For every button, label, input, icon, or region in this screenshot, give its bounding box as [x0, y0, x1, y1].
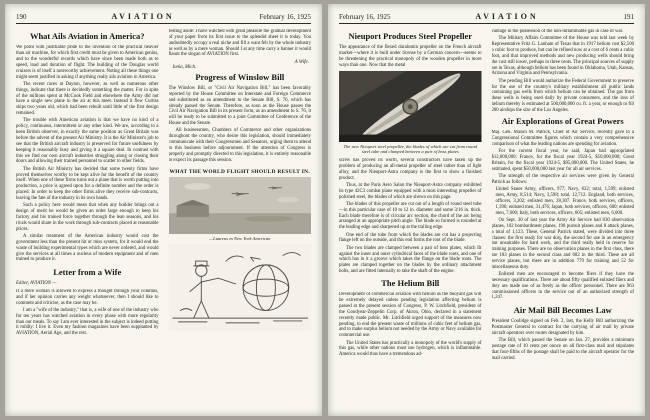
body-paragraph: On Sept. 30 of last year the Army Air Service had 830 observation planes, 102 bombardment planes, 198 pursuit planes and 8 attack planes, a total of 1,123. These, General Patrick stated, were divided into three classes: the first ready for war duty, the second for use in an emergency but unsuitable for hard work, and the third really held in reserve for training purposes. There are no observation planes in the first class, there are 183 planes in the second class and 682 in the third. These are all service planes, but there are in addition 779 for training and 52 for miscellaneous duty.	[491, 217, 634, 270]
body-paragraph: The blades of this propeller are cut out of a length of round steel tube—in this particular case of 10 to 12 in. diameter and some 3/16 in. thick. Each blade therefore is of circular arc section, the chord of the arc being arranged at an appropriate pitch angle. The blade so formed is rounded at the leading edge and sharpened up at the trailing edge.	[339, 201, 482, 231]
article-helium-body	[339, 292, 482, 359]
body-paragraph: The strength of the respective air services were given by General Patrick as follows:	[491, 174, 634, 185]
body-paragraph: Thus, at the Paris Aero Salon the Nieuport-Astra company exhibited its type 42C3 combat plane equipped with a most interesting propeller of polished steel, the blades of which are shown on this page.	[339, 182, 482, 200]
cartoon-credit: —Laurens in New York American	[209, 235, 271, 241]
body-paragraph: The two blades are clamped between a pair of boss plates, which fit against the inner and outer cylindrical faces of the blade roots, and one of which has in it a groove which takes the flange on the blade roots. The plates are clamped together on the blades by the ordinary attachment bolts, and are fitted internally to take the shaft of the engine.	[339, 245, 482, 275]
magazine-title: AVIATION	[111, 12, 175, 21]
air-strength-statistics: United States Army, officers, 977; Navy, 622; total, 1,599; enlisted men, Army, 8,514; Navy, 3,598; total, 12,712. England, both services, officers, 3,202; enlisted men, 28,307. France, both services, officers, 1,396; enlisted men, 31,476; Japan, both services, officers, 600; enlisted men, 7,600; Italy, both services, officers, 605; enlisted men, 6,000.	[495, 187, 634, 216]
left-page-column-1	[16, 29, 159, 403]
issue-date-left: February 16, 1925	[259, 13, 311, 21]
body-paragraph: Development of commercial aviation with helium as the buoyant gas will be extremely delayed unless pending legislation affecting helium is passed at the present session of Congress, P. W. Litchfield, president of the Goodyear-Zeppelin Corp. of Akron, Ohio, declared in a statement recently made public. Mr. Litchfield urged support of the measures now pending, to end the present waste of millions of cubic feet of helium gas, and to make surplus helium not needed by the Army or Navy available for commercial use.	[339, 292, 482, 339]
letter-salutation: Editor, AVIATION —	[16, 281, 57, 287]
body-paragraph: If a mere woman is allowed to express a thought through your columns, and if her opinion carries any weight whatsoever, then I should like to comment and criticise, as the case may be.	[16, 288, 159, 306]
magazine-title: AVIATION	[475, 12, 539, 21]
right-page-columns	[339, 29, 634, 403]
body-paragraph: The trouble with American aviation is that we have no kind of a policy, continuous, intermittent or any other kind. We are, according to a keen British observer, in exactly the same position as Great Britain was before the advent of the present Air Ministry. It is the Air Minister's job to see that the British aircraft industry is preserved for future usefulness by keeping it reasonably busy and giving it a square deal. In contrast with this we find our own aircraft industries struggling along or closing their doors and allowing their trained personnel to scatter to other fields.	[16, 118, 159, 165]
helium-continuation	[492, 29, 635, 114]
body-paragraph: The recent races at Dayton, however, as well as numerous other things, indicate that there is decidedly something the matter. For in spite of the millions spent at McCook Field and elsewhere the Army did not have a single new plane in the air at this meet. Instead it flew Curtiss ships two years old, which had been rebuilt until little of the first design remained.	[16, 81, 159, 117]
page-header-left	[16, 12, 311, 24]
propeller-photo-caption: The new Nieuport steel propeller, the blades of which are cut from round steel tube and clamped between a pair of boss plates	[343, 143, 477, 155]
body-paragraph: The British Air Ministry has decided that some twenty firms have proved themselves worthy to be kept alive for the benefit of the country itself. When one of these firms turns out a plane that is worth putting into production, a price is agreed upon for a definite number and the order is placed. In order to keep the other firms alive they receive sub-contracts, leaving the fate of the industry in its own hands.	[16, 166, 159, 201]
body-paragraph: The Winslow Bill, or "Civil Air Navigation Bill," has been favorably reported by the House Committee on Interstate and Foreign Commerce and substituted as an amendment to the Senate Bill, S. 76, which has already passed the Senate. Therefore, as soon as the House passes the Civil Air Navigation Bill in its present form, as an amendment to S. 76, it will be ready to be submitted to a joint Committee of Conference of the House and the Senate.	[168, 86, 311, 127]
article-winslow-body	[169, 86, 312, 163]
page-left	[5, 4, 322, 416]
body-paragraph: I am a "wife of the industry," that is, a wife of one of the industry who for ten years has watched aviation in every phase with more regularity than our meals. To say I am ever interested in the subject is indeed putting it mildly: I live it. Even my fashion magazines have been supplanted by AVIATION, Aerial Age, and the rest.	[16, 307, 159, 337]
cartoon-photo-figure	[169, 177, 312, 234]
page-number-left: 190	[16, 13, 27, 21]
article-title-helium: The Helium Bill	[381, 277, 440, 288]
cartoon-illustration	[169, 244, 312, 331]
article-letter-body	[16, 289, 159, 339]
page-number-right: 191	[623, 13, 634, 21]
body-paragraph: screw has proved its worth, several constructors have taken up the problem of producing an all-metal propeller of steel rather than of light alloy, and the Nieuport-Astra company is the first to show a finished product.	[339, 157, 482, 181]
body-paragraph: One end of the tube from which the blades are cut has a projecting flange left on the outside, and this end forms the root of the blade.	[339, 232, 482, 244]
body-paragraph: Such a policy here would mean that when any builder brings out a design of merit he would be given an order large enough to keep his factory and his trained force together through the lean seasons, and his rivals would share in the work through sub-contracts placed at reasonable prices.	[16, 203, 159, 232]
body-paragraph: The pending Bill would authorize the Federal Government to preserve for the use of the country's military establishment all public lands containing gas wells from which helium can be obtained. The gas from these wells is being used daily by private consumers, and the loss of helium thereby is estimated at 500,000,000 cu. ft. a year, or enough to fill 200 airships the size of the Los Angeles.	[491, 78, 634, 113]
body-paragraph: The United States has practically a monopoly of the world's supply of this gas, while other nations must use hydrogen, which is inflammable. America would thus have a tremendous ad-	[339, 340, 482, 358]
page-right	[328, 4, 645, 416]
propeller-photo-figure	[339, 71, 482, 142]
article-title-explorations: Air Explorations of Great Powers	[501, 115, 624, 126]
cartoon-title: WHAT THE WORLD FLIGHT SHOULD RESULT IN.	[169, 168, 310, 175]
body-paragraph: The Bill, which passed the Senate on Jan. 27, provides a minimum postage rate of 10 cents per ounce on all first-class mail and stipulates that four-fifths of the postage shall be paid to the aircraft operator for the mail carried.	[491, 338, 634, 361]
body-paragraph: Enlisted men are encouraged to become fliers if they have the necessary qualifications. There are about fifty qualified enlisted fliers and they are made use of as freely as the officer personnel. There are 963 commissioned officers in the service out of an authorized strength of 1,247.	[491, 272, 634, 301]
right-page-column-2	[492, 29, 635, 403]
article-explorations-body	[492, 130, 635, 303]
article-title-letter: Letter from a Wife	[53, 266, 122, 277]
propeller-photo	[339, 71, 482, 142]
body-paragraph: The appearance of the flexed duralumin propeller on the French aircraft market—where it is built under license by a German concern—seems to be threatening the practical monopoly of the wooden propeller in more ways than one. Now that the metal	[339, 45, 482, 68]
article-ails-body	[16, 45, 159, 264]
letter-signature: A Wife.	[294, 59, 309, 65]
left-page-columns	[16, 29, 311, 403]
body-paragraph: All businessmen, Chambers of Commerce and other organizations throughout the country, who desire this legislation, should immediately communicate with their Congressmen and Senators, urging them to attend to this business before adjournment. If the attention of Congress is properly and promptly directed to this legislation, it is entirely reasonable to expect its passage this session.	[168, 128, 311, 163]
article-title-ails: What Ails Aviation in America?	[29, 31, 145, 41]
body-paragraph: A similar treatment of the American industry would cost the government less than the present hit or miss system, for it would end the waste of building experimental types which are never ordered, and would give the services at all times a nucleus of modern equipment and of men trained to produce it.	[16, 234, 159, 263]
left-page-column-2	[169, 29, 312, 403]
article-title-airmail: Air Mail Bill Becomes Law	[513, 304, 612, 315]
body-paragraph: vantage in the possession of the non-inflammable gas in case of war.	[491, 29, 624, 34]
letter-continuation	[169, 29, 312, 58]
article-airmail-body	[492, 319, 635, 361]
body-paragraph: President Coolidge signed on Feb. 2, last, the Kelly Bill authorizing the Postmaster General to contract for the carrying of air mail by private aircraft operators over routes designated by him.	[491, 319, 634, 336]
body-paragraph: Jesting aside: I have watched with great pleasure the gradual development of your paper from its first issue to the splendid sheet it is today. You undoubtedly occupy a real niche and fill a want felt by the whole industry as well as by a mere woman. Should I at any time carry a banner it would flaunt the slogan of AVIATION first.	[168, 29, 311, 58]
body-paragraph: Maj. Gen. Mason M. Patrick, Chief of Air Service, recently gave to a Congressional Committee figures which contain a very comprehensive comparison of what the leading nations are spending for aviation.	[491, 130, 634, 147]
body-paragraph: For the current fiscal year, he said, Japan had appropriated $12,000,000; France, for the fiscal year 1924-5, $50,000,000; Great Britain, for the fiscal year 1924-5, $95,000,000. The United States, he estimated, spent $50,000,000 last year for all air services.	[491, 149, 634, 172]
article-propeller-body	[339, 158, 482, 276]
airfield-photo	[169, 177, 312, 234]
letter-place: Ionia, Mich.	[172, 64, 197, 70]
body-paragraph: We point with justifiable pride to the invention of the practical heavier than air machine, for which first credit must be given to American genius, and to the wonderful records which have since been made both as to speed, load and duration of flight. The building of the Douglas world cruisers is of itself a noteworthy achievement. Noting all these things one might seem justified in asking if anything really ails aviation in America.	[16, 45, 159, 80]
right-page-column-1	[339, 29, 482, 403]
cartoon-figure	[169, 244, 312, 331]
body-paragraph: The Military Affairs Committee of the House was told last week by Representative Fritz G. Lanham of Texas that in 1917 helium cost $2,500 a cubic foot to produce, but can be refined now at a cost of 6 cents a cubic foot, and that improved methods and new producing wells should bring the cost still lower, perhaps to three cents. The principal sources of supply are in Texas, although helium has been found in Oklahoma, Utah, Kansas, Arizona and Virginia and Pennsylvania.	[491, 36, 634, 77]
issue-date-right: February 16, 1925	[339, 13, 391, 21]
article-title-propeller: Nieuport Produces Steel Propeller	[348, 31, 473, 41]
page-header-right	[339, 12, 634, 24]
article-title-winslow: Progress of Winslow Bill	[195, 71, 285, 82]
